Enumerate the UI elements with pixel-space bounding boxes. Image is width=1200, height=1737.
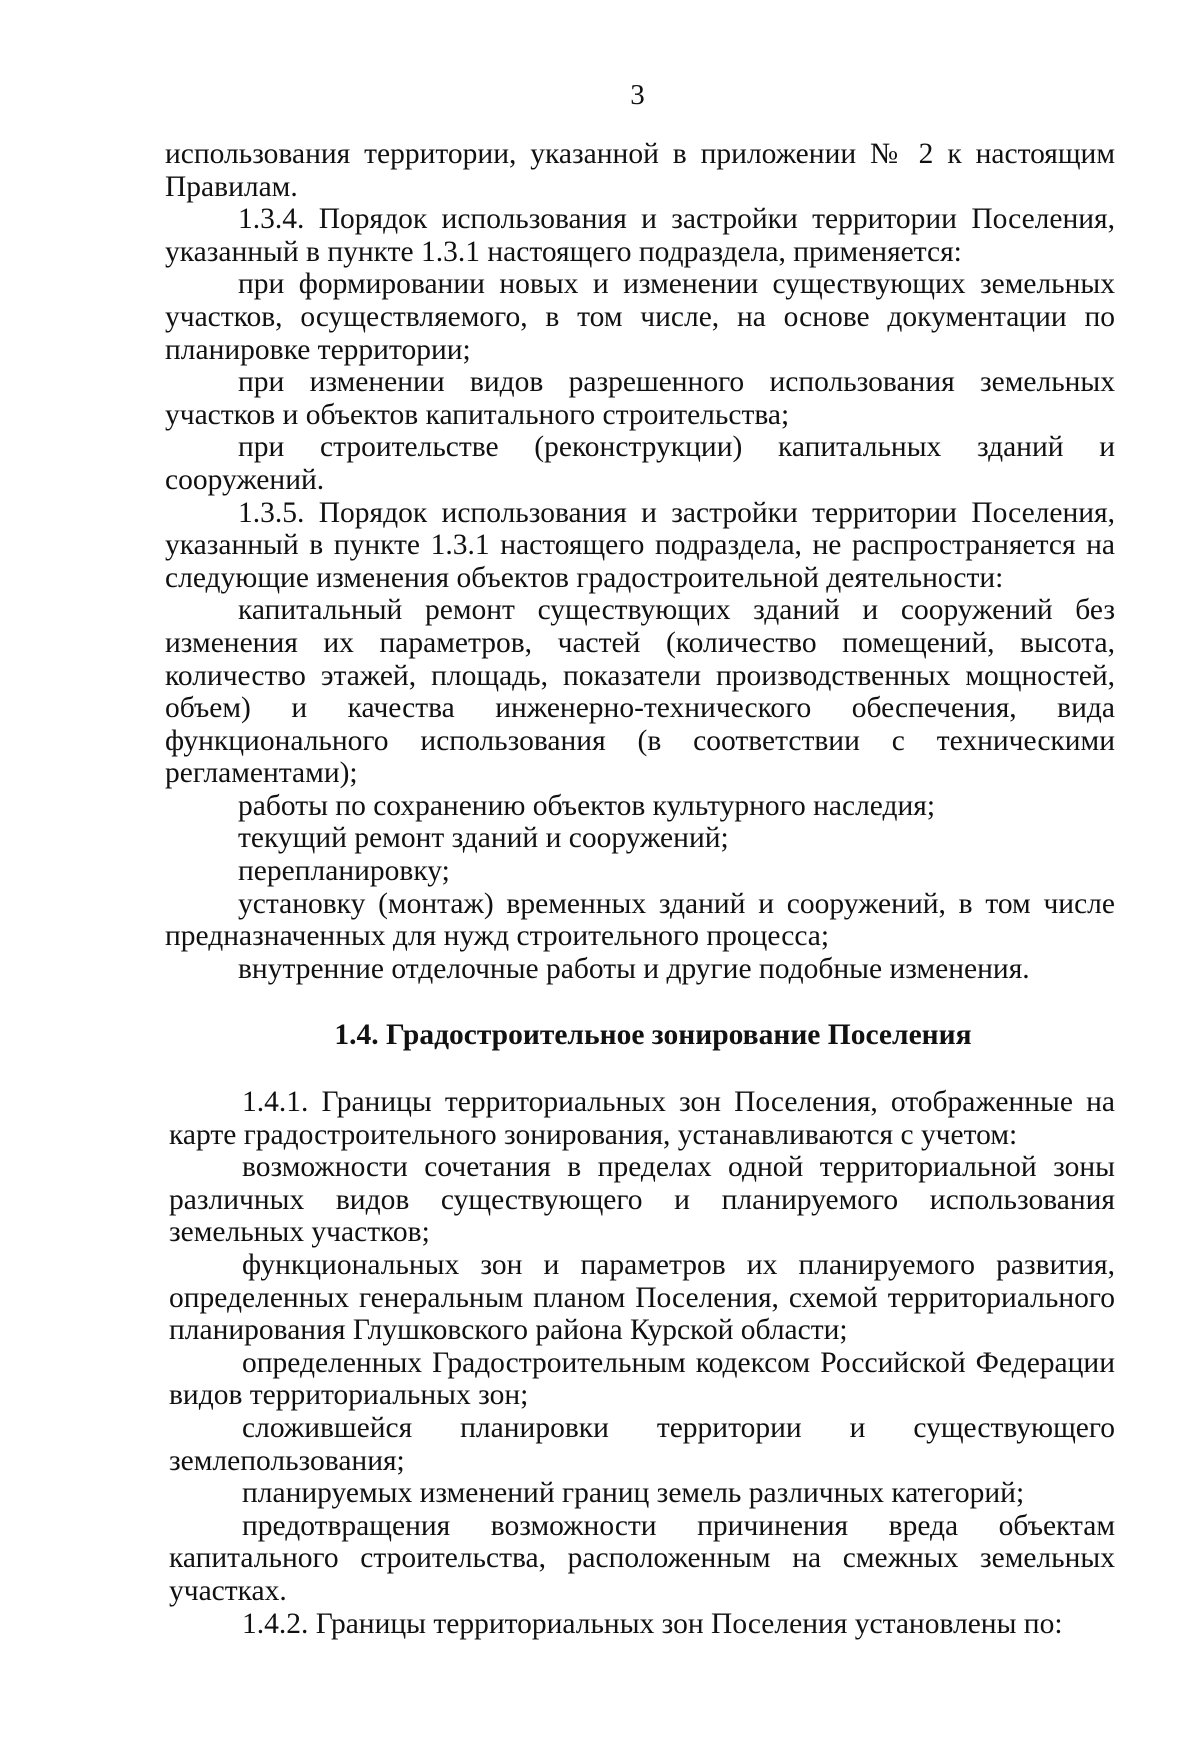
list-item: работы по сохранению объектов культурного наследия; xyxy=(238,789,936,822)
list-item: функциональных зон и параметров их планируемого развития, определенных генеральным планом Поселения, схемой территориального планирования Глушковского района Курской области; xyxy=(169,1249,1115,1347)
list-item: при формировании новых и изменении существующих земельных участков, осуществляемого, в том числе, на основе документации по планировке территории; xyxy=(165,268,1115,366)
list-item: перепланировку; xyxy=(238,855,450,888)
section-1-4 xyxy=(165,1086,1115,1640)
list-item: при строительстве (реконструкции) капитальных зданий и сооружений. xyxy=(165,431,1115,496)
paragraph-1-3-5: 1.3.5. Порядок использования и застройки территории Поселения, указанный в пункте 1.3.1 настоящего подраздела, не распространяется на следующие изменения объектов градостроительной деятельности: xyxy=(165,496,1115,594)
paragraph-1-4-1: 1.4.1. Границы территориальных зон Поселения, отображенные на карте градостроительного зонирования, устанавливаются с учетом: xyxy=(169,1086,1115,1151)
list-item: определенных Градостроительным кодексом Российской Федерации видов территориальных зон; xyxy=(169,1346,1115,1412)
page-number: 3 xyxy=(630,79,645,111)
paragraph-1-4-2: 1.4.2. Границы территориальных зон Поселения установлены по: xyxy=(242,1607,1063,1640)
list-item: при изменении видов разрешенного использования земельных участков и объектов капитального строительства; xyxy=(165,366,1115,431)
list-item: внутренние отделочные работы и другие подобные изменения. xyxy=(238,952,1030,985)
section-heading: 1.4. Градостроительное зонирование Поселения xyxy=(334,1019,972,1052)
list-item: предотвращения возможности причинения вреда объектам капитального строительства, расположенным на смежных земельных участках. xyxy=(169,1509,1115,1607)
list-item: возможности сочетания в пределах одной территориальной зоны различных видов существующего и планируемого использования земельных участков; xyxy=(169,1151,1115,1249)
list-item: капитальный ремонт существующих зданий и сооружений без изменения их параметров, частей (количество помещений, высота, количество этажей, площадь, показатели производственных мощностей, объем) и качества инженерно-технического обеспечения, вида функционального использования (в соответствии с техническими регламентами); xyxy=(165,594,1115,790)
paragraph-1-3-4: 1.3.4. Порядок использования и застройки территории Поселения, указанный в пункте 1.3.1 настоящего подраздела, применяется: xyxy=(165,203,1115,268)
list-item: планируемых изменений границ земель различных категорий; xyxy=(242,1477,1025,1510)
list-item: текущий ремонт зданий и сооружений; xyxy=(238,822,729,855)
list-item: установку (монтаж) временных зданий и сооружений, в том числе предназначенных для нужд строительного процесса; xyxy=(165,887,1115,953)
document-body xyxy=(165,138,1115,1640)
section-1-3-continuation xyxy=(165,138,1115,985)
list-item: сложившейся планировки территории и существующего землепользования; xyxy=(169,1411,1115,1477)
paragraph-continuation: использования территории, указанной в приложении № 2 к настоящим Правилам. xyxy=(165,138,1115,203)
